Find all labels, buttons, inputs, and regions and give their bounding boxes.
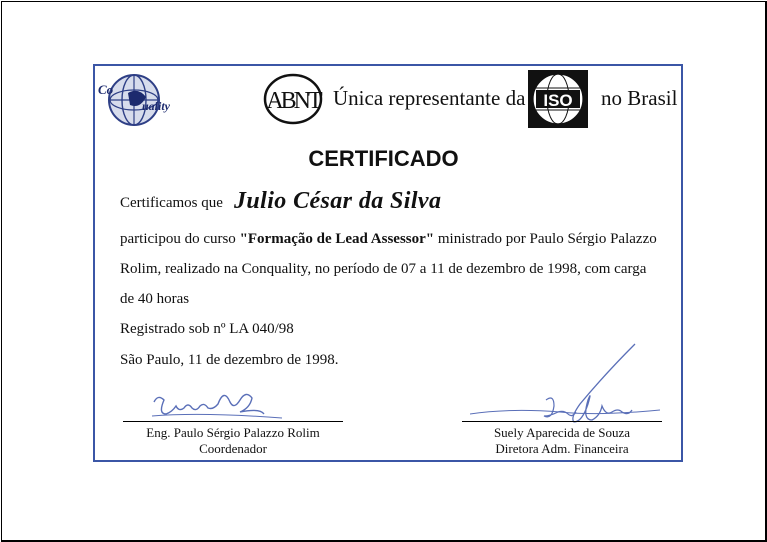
svg-text:ISO: ISO <box>543 91 573 110</box>
header-text: Única representante da <box>333 86 526 110</box>
abnt-logo <box>263 73 323 125</box>
course-suffix: ministrado por Paulo Sérgio Palazzo <box>434 231 657 247</box>
signature-line-right <box>462 421 662 422</box>
signatory-name: Eng. Paulo Sérgio Palazzo Rolim <box>146 425 320 440</box>
certificate-title: CERTIFICADO <box>308 146 459 171</box>
signature-right-image <box>470 340 660 430</box>
date-line: São Paulo, 11 de dezembro de 1998. <box>120 352 339 368</box>
signature-right <box>462 425 662 457</box>
details-line: Rolim, realizado na Conquality, no período de 07 a 11 de dezembro de 1998, com carga <box>120 261 647 277</box>
recipient-name: Julio César da Silva <box>234 188 442 214</box>
iso-logo <box>528 70 588 128</box>
registration-line: Registrado sob nº LA 040/98 <box>120 321 294 337</box>
signature-left <box>123 425 343 457</box>
course-prefix: participou do curso <box>120 231 240 247</box>
hours-line: de 40 horas <box>120 291 190 307</box>
conquality-logo <box>98 71 198 129</box>
svg-text:Co: Co <box>98 82 114 97</box>
signatory-role: Diretora Adm. Financeira <box>495 441 629 456</box>
course-line <box>120 231 657 248</box>
course-name: "Formação de Lead Assessor" <box>239 231 435 247</box>
signatory-name: Suely Aparecida de Souza <box>493 425 631 440</box>
signature-left-image <box>148 388 288 424</box>
header-text-brasil: no Brasil <box>601 86 678 110</box>
certify-text: Certificamos que <box>120 195 223 211</box>
signature-line-left <box>123 421 343 422</box>
svg-text:ABNT: ABNT <box>266 88 320 114</box>
signatory-role: Coordenador <box>199 441 267 456</box>
svg-text:uality: uality <box>142 99 171 113</box>
